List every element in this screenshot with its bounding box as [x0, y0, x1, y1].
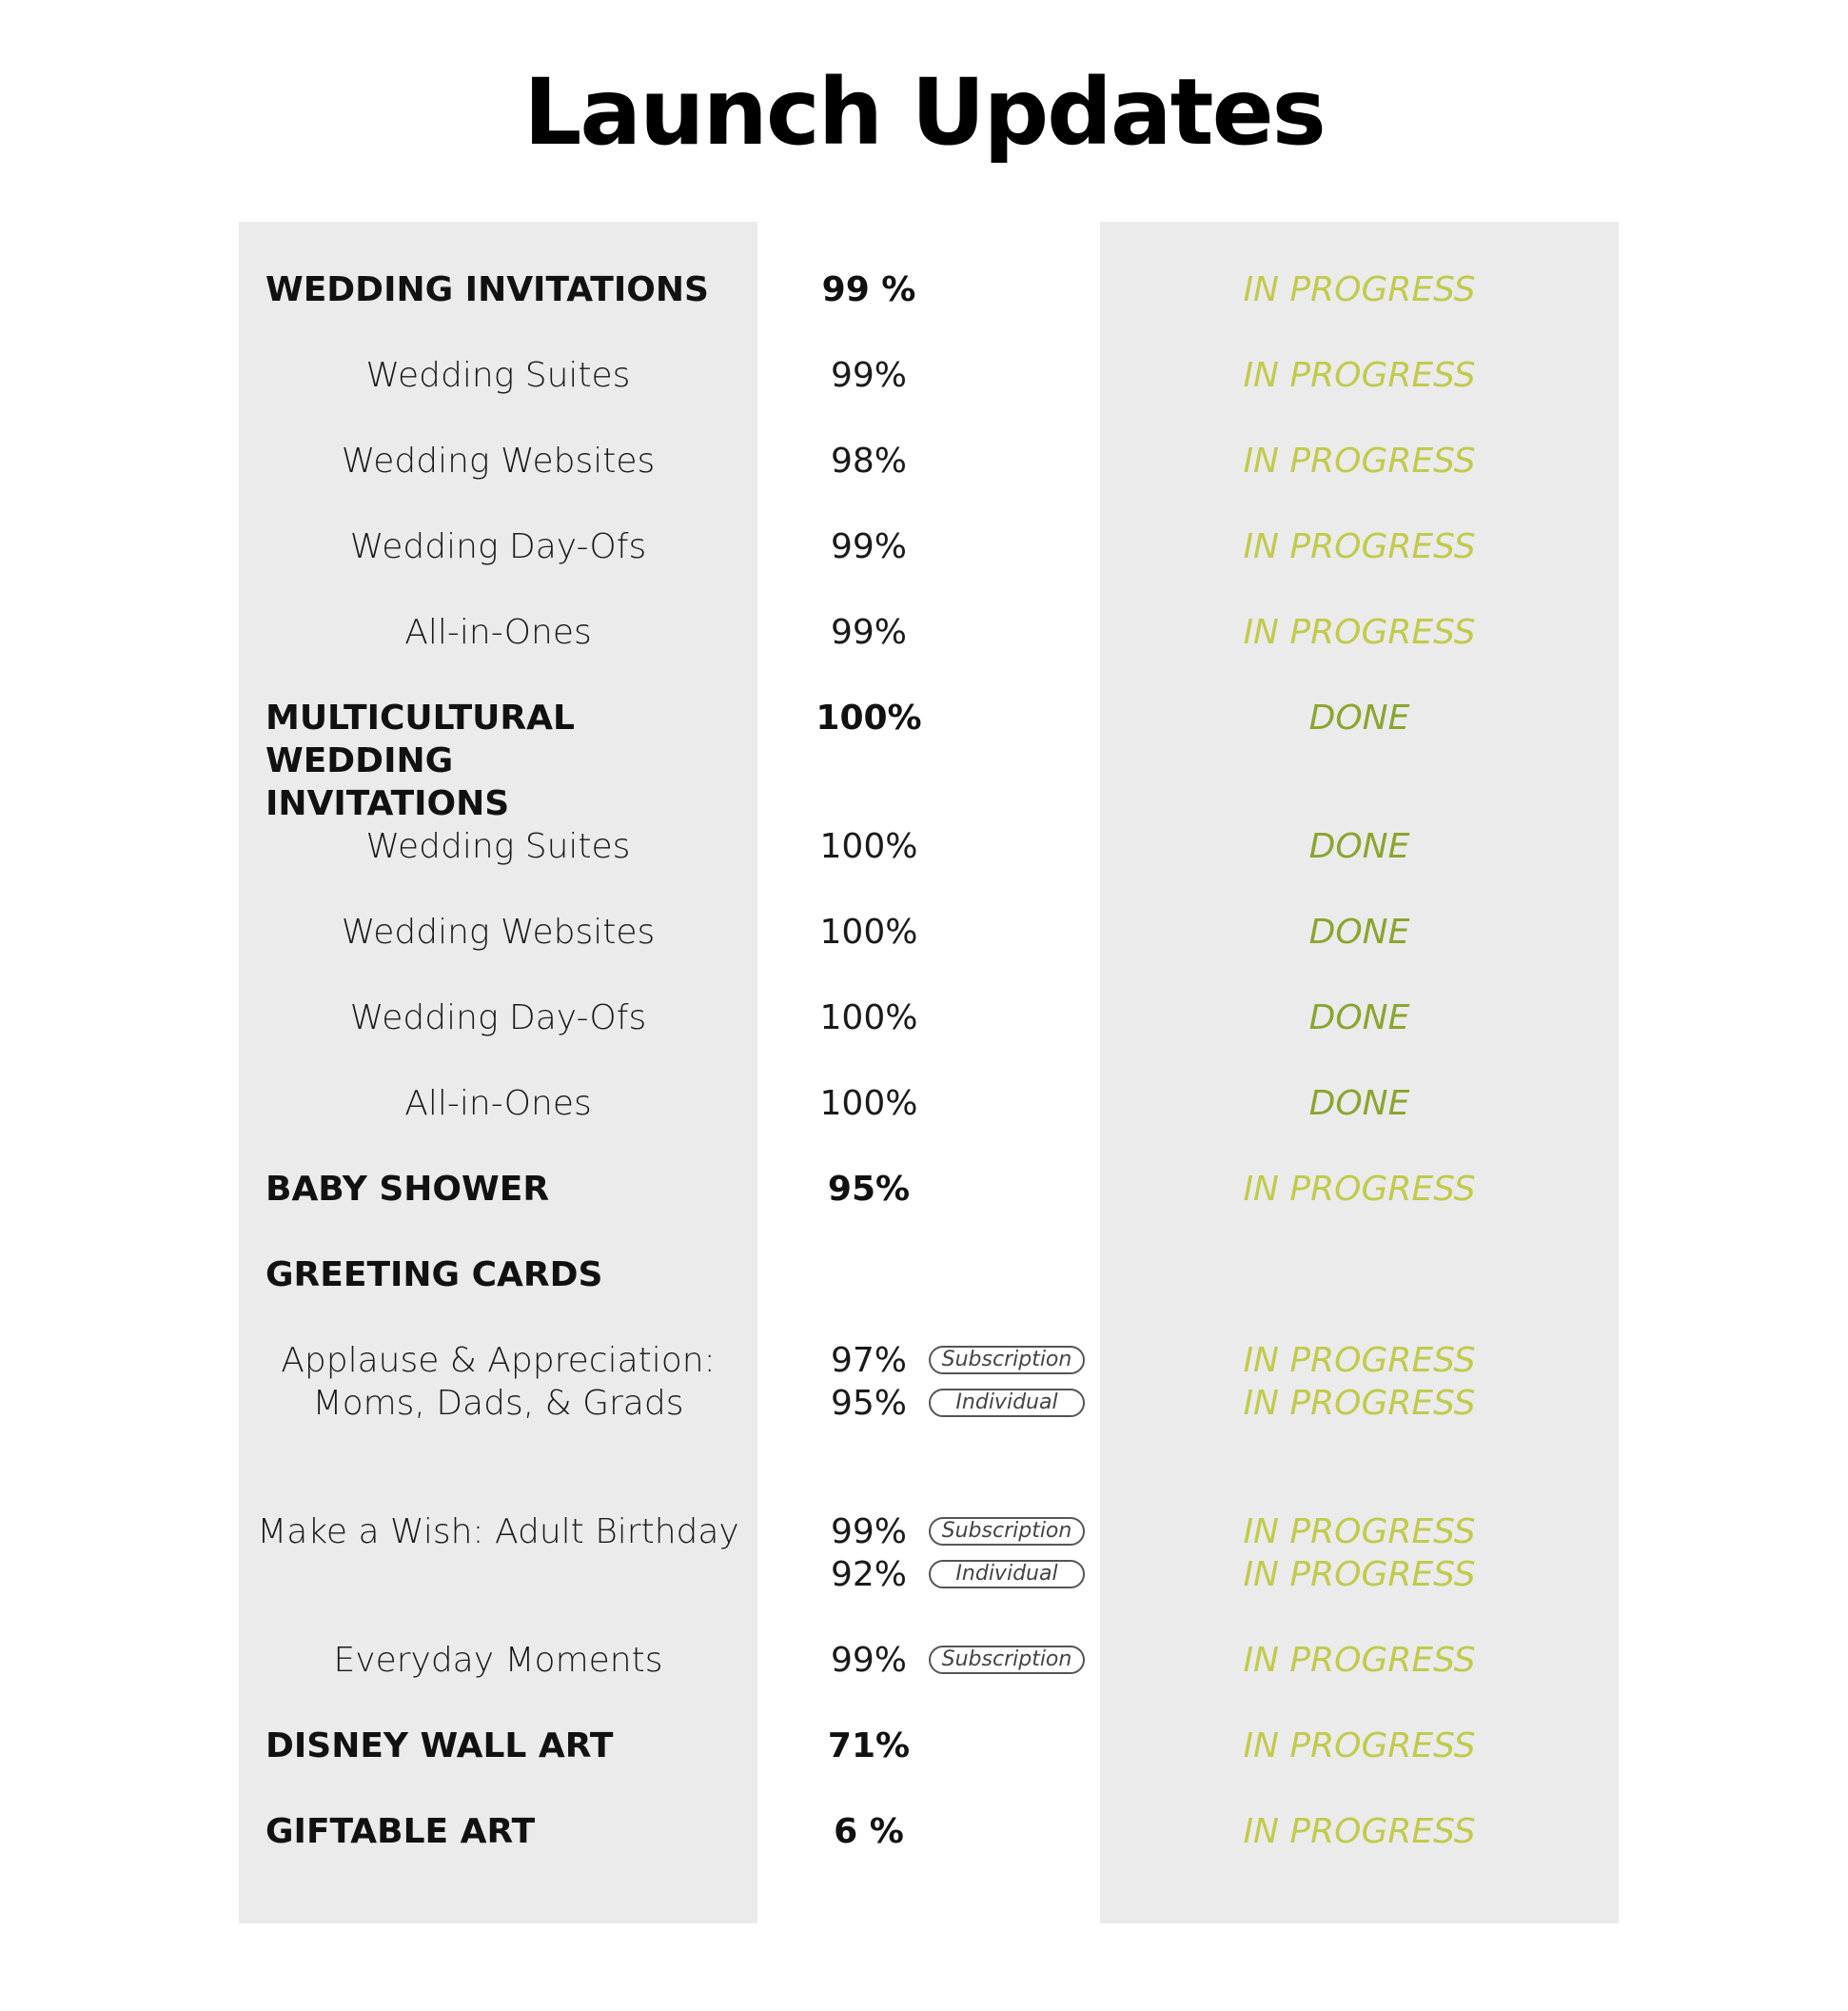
subscription-badge: Subscription: [929, 1346, 1085, 1374]
percent-cell: [761, 697, 976, 739]
status-label: IN PROGRESS: [1243, 270, 1476, 309]
status-cell: [1100, 1339, 1619, 1425]
status-label: IN PROGRESS: [1243, 442, 1476, 481]
status-cell: [1100, 1082, 1619, 1125]
subcategory-name: [239, 525, 757, 568]
percent-value: 100%: [819, 827, 918, 866]
subscription-badge: Subscription: [929, 1517, 1085, 1546]
percent-cell: [761, 996, 976, 1039]
percent-value: 6 %: [834, 1812, 904, 1851]
subcategory-name: [239, 1339, 757, 1425]
status-label: IN PROGRESS: [1243, 527, 1476, 566]
status-label: IN PROGRESS: [1243, 1341, 1476, 1380]
name-line: All-in-Ones: [404, 1084, 592, 1123]
percent-cell: [761, 525, 976, 568]
status-cell: [1100, 825, 1619, 868]
percent-cell: [761, 611, 976, 654]
percent-line: [761, 1382, 1058, 1425]
subcategory-name: [239, 440, 757, 483]
subcategory-name: [239, 611, 757, 654]
percent-cell: [761, 1639, 1072, 1682]
percent-line: [761, 1810, 976, 1853]
percent-cell: [761, 1082, 976, 1125]
individual-badge: Individual: [929, 1560, 1085, 1588]
percent-value: 100%: [816, 699, 922, 738]
percent-cell: [761, 911, 976, 954]
category-name: [265, 1253, 760, 1296]
percent-value: 99%: [830, 613, 907, 652]
status-cell: [1100, 268, 1619, 311]
percent-line: [761, 1510, 1072, 1553]
percent-line: [761, 268, 976, 311]
status-cell: [1100, 911, 1619, 954]
percent-cell: [761, 268, 976, 311]
name-line: Everyday Moments: [333, 1641, 663, 1680]
subcategory-name: [239, 825, 757, 868]
status-cell: [1100, 525, 1619, 568]
percent-value: 100%: [819, 913, 918, 952]
percent-value: 99%: [830, 527, 907, 566]
name-line: Wedding Day-Ofs: [349, 527, 647, 566]
percent-line: [761, 1168, 976, 1211]
percent-line: [761, 1339, 1072, 1382]
status-label: DONE: [1308, 913, 1410, 952]
status-label: IN PROGRESS: [1243, 613, 1476, 652]
status-label: IN PROGRESS: [1243, 1641, 1476, 1680]
percent-cell: [761, 1339, 1072, 1425]
percent-value: 95%: [827, 1170, 911, 1209]
percent-cell: [761, 1725, 976, 1767]
status-cell: [1100, 1725, 1619, 1767]
subcategory-name: [239, 911, 757, 954]
name-line: Moms, Dads, & Grads: [312, 1384, 684, 1423]
name-line: All-in-Ones: [404, 613, 592, 652]
percent-value: 100%: [819, 998, 918, 1037]
category-name: [265, 268, 760, 311]
status-cell: [1100, 1810, 1619, 1853]
status-label: IN PROGRESS: [1243, 1812, 1476, 1851]
percent-cell: [761, 440, 976, 483]
name-line: GIFTABLE ART: [265, 1812, 536, 1851]
status-cell: [1100, 697, 1619, 739]
percent-value: 97%: [830, 1341, 907, 1380]
page-title: Launch Updates: [523, 59, 1325, 166]
percent-value: 99%: [830, 356, 907, 395]
percent-line: [761, 697, 976, 739]
percent-line: [761, 1725, 976, 1767]
subcategory-name: [239, 1639, 757, 1682]
percent-line: [761, 440, 976, 483]
subcategory-name: [239, 996, 757, 1039]
status-label: DONE: [1308, 998, 1410, 1037]
status-cell: [1100, 611, 1619, 654]
status-label: IN PROGRESS: [1243, 1384, 1476, 1423]
name-line: Wedding Suites: [365, 356, 631, 395]
name-line: WEDDING INVITATIONS: [265, 270, 709, 309]
percent-line: [761, 354, 976, 397]
percent-line: [761, 1082, 976, 1125]
percent-line: [761, 611, 976, 654]
status-label: IN PROGRESS: [1243, 356, 1476, 395]
name-line: DISNEY WALL ART: [265, 1726, 614, 1765]
status-label: DONE: [1308, 827, 1410, 866]
status-cell: [1100, 1168, 1619, 1211]
category-name: [265, 1810, 760, 1853]
percent-line: [761, 1639, 1072, 1682]
percent-line: [761, 825, 976, 868]
status-label: IN PROGRESS: [1243, 1555, 1476, 1594]
percent-cell: [761, 1810, 976, 1853]
category-name: [265, 697, 760, 825]
name-line: Wedding Day-Ofs: [349, 998, 647, 1037]
name-line: BABY SHOWER: [265, 1170, 550, 1209]
individual-badge: Individual: [929, 1389, 1085, 1417]
percent-line: [761, 1553, 1058, 1596]
name-line: Make a Wish: Adult Birthday: [257, 1512, 739, 1551]
status-cell: [1100, 440, 1619, 483]
percent-line: [761, 525, 976, 568]
name-line: Wedding Websites: [341, 913, 656, 952]
name-line: MULTICULTURAL WEDDING: [265, 699, 575, 780]
category-name: [265, 1725, 760, 1767]
status-cell: [1100, 996, 1619, 1039]
percent-cell: [761, 354, 976, 397]
percent-value: 100%: [819, 1084, 918, 1123]
percent-value: 98%: [830, 442, 907, 481]
status-cell: [1100, 354, 1619, 397]
name-line: GREETING CARDS: [265, 1255, 603, 1294]
percent-value: 99%: [830, 1512, 907, 1551]
percent-line: [761, 996, 976, 1039]
percent-value: 99%: [830, 1641, 907, 1680]
subcategory-name: [239, 1510, 757, 1553]
status-label: IN PROGRESS: [1243, 1170, 1476, 1209]
status-label: DONE: [1308, 699, 1410, 738]
percent-line: [761, 911, 976, 954]
status-label: IN PROGRESS: [1243, 1512, 1476, 1551]
subcategory-name: [239, 354, 757, 397]
percent-cell: [761, 825, 976, 868]
status-label: DONE: [1308, 1084, 1410, 1123]
name-line: INVITATIONS: [265, 784, 510, 823]
category-name: [265, 1168, 760, 1211]
percent-value: 99 %: [821, 270, 916, 309]
status-cell: [1100, 1639, 1619, 1682]
percent-cell: [761, 1510, 1072, 1596]
status-label: IN PROGRESS: [1243, 1726, 1476, 1765]
subscription-badge: Subscription: [929, 1646, 1085, 1674]
name-line: Wedding Suites: [365, 827, 631, 866]
subcategory-name: [239, 1082, 757, 1125]
percent-cell: [761, 1168, 976, 1211]
status-cell: [1100, 1510, 1619, 1596]
percent-value: 92%: [830, 1555, 907, 1594]
percent-value: 95%: [830, 1384, 907, 1423]
name-line: Wedding Websites: [341, 442, 656, 481]
percent-value: 71%: [827, 1726, 911, 1765]
name-line: Applause & Appreciation:: [281, 1341, 716, 1380]
